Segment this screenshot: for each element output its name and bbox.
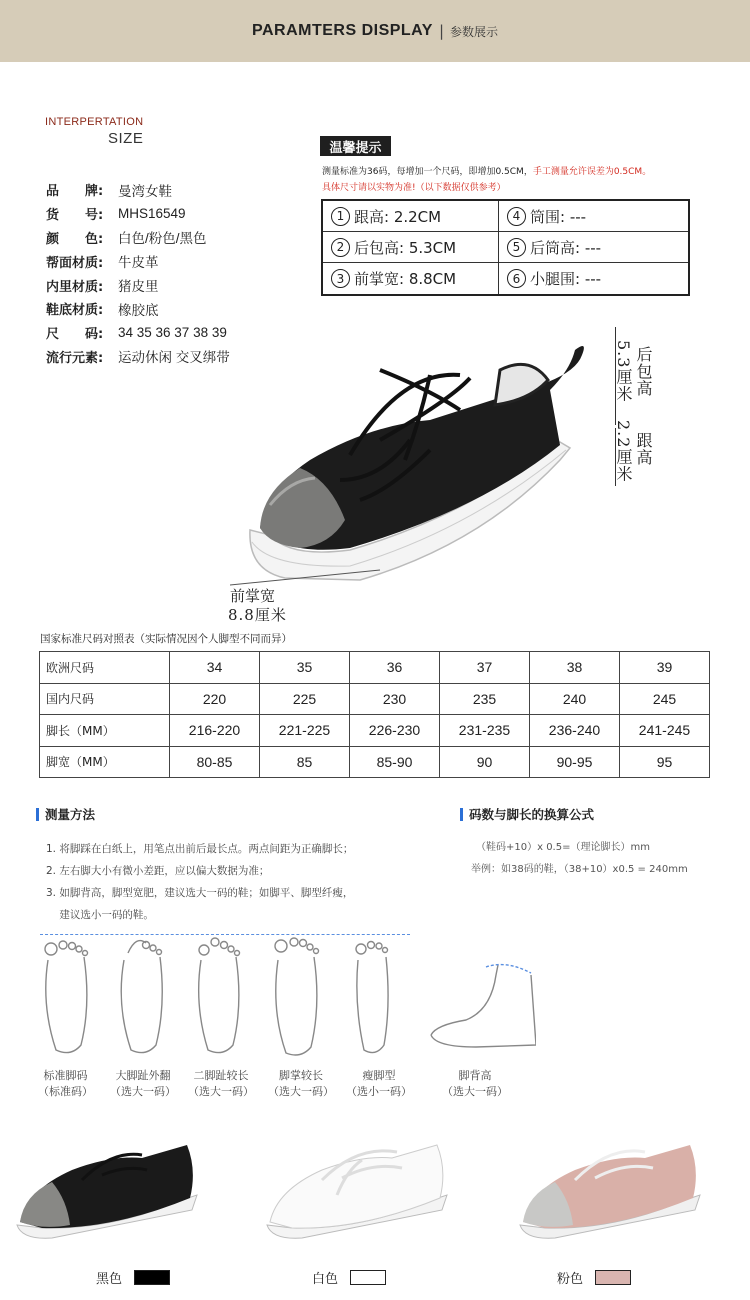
- front-width-label: 前掌宽: [230, 587, 276, 605]
- front-width-value: 8.8厘米: [228, 606, 287, 624]
- spec-value: 曼湾女鞋: [118, 183, 172, 199]
- table-row: [40, 652, 710, 684]
- back-height-value: 5.3厘米: [614, 340, 633, 403]
- table-cell: 235: [440, 683, 530, 715]
- tips-text: 测量标准为36码，每增加一个尺码，即增加0.5CM，: [322, 167, 533, 177]
- circle-number: 3: [331, 269, 350, 288]
- table-row: [40, 715, 710, 747]
- table-row: [40, 683, 710, 715]
- spec-value: 橡胶底: [118, 302, 159, 318]
- foot-advice: （选大一码）: [268, 1085, 334, 1098]
- method-item: 2. 左右脚大小有微小差距，应以偏大数据为准；: [46, 865, 270, 877]
- size-label: SIZE: [108, 130, 144, 147]
- method-item: 建议选小一码的鞋。: [46, 909, 154, 921]
- measurement-label: 筒围: ---: [530, 207, 587, 226]
- table-cell: 226-230: [350, 715, 440, 747]
- foot-advice: （选大一码）: [110, 1085, 176, 1098]
- spec-value: 运动休闲 交叉绑带: [118, 350, 230, 366]
- measurement-cell: [499, 201, 586, 231]
- tips-line-1: [322, 164, 651, 177]
- spec-value: 牛皮革: [118, 255, 159, 271]
- foot-advice: （标准码）: [38, 1085, 93, 1098]
- foot-name: 脚背高: [458, 1069, 492, 1082]
- shoe-white-image: [262, 1140, 462, 1250]
- table-cell: 220: [170, 683, 260, 715]
- spec-key: 颜 色:: [46, 231, 104, 247]
- table-cell: 36: [350, 652, 440, 684]
- foot-name: 标准脚码: [43, 1069, 88, 1082]
- circle-number: 1: [331, 207, 350, 226]
- table-cell: 85: [260, 746, 350, 778]
- back-height-label: 后包高: [634, 346, 653, 397]
- foot-name: 二脚趾较长: [193, 1069, 249, 1082]
- shoe-black-image: [12, 1140, 212, 1250]
- spec-key: 品 牌:: [46, 184, 104, 200]
- measurement-label: 跟高: 2.2CM: [354, 207, 442, 226]
- foot-advice: （选大一码）: [188, 1085, 254, 1098]
- spec-value: 猪皮里: [118, 279, 159, 295]
- measurement-cell: [323, 201, 499, 231]
- spec-key: 尺 码:: [46, 327, 104, 343]
- table-cell: 34: [170, 652, 260, 684]
- foot-name: 瘦脚型: [362, 1069, 396, 1082]
- spec-key: 内里材质:: [46, 279, 104, 295]
- color-swatch: [350, 1270, 386, 1285]
- heel-height-value: 2.2厘米: [614, 420, 633, 483]
- circle-number: 5: [507, 238, 526, 257]
- foot-caption: [442, 1068, 508, 1100]
- spec-row: [46, 273, 306, 297]
- formula-title-text: 码数与脚长的换算公式: [469, 807, 595, 822]
- spec-value: 白色/粉色/黑色: [118, 231, 207, 247]
- foot-caption: [346, 1068, 412, 1100]
- header-separator: |: [438, 22, 444, 40]
- method-item: 3. 如脚背高，脚型宽肥，建议选大一码的鞋；如脚平、脚型纤瘦，: [46, 887, 354, 899]
- table-cell: 95: [620, 746, 710, 778]
- table-cell: 240: [530, 683, 620, 715]
- table-row-header: 国内尺码: [40, 683, 170, 715]
- table-cell: 38: [530, 652, 620, 684]
- size-table: [39, 651, 710, 778]
- table-cell: 90-95: [530, 746, 620, 778]
- method-list: [46, 838, 353, 926]
- measurement-row: [323, 201, 688, 232]
- color-name: 粉色: [557, 1272, 584, 1287]
- header-title-en: PARAMTERS DISPLAY: [251, 22, 433, 39]
- tips-title: 温馨提示: [320, 136, 391, 156]
- table-cell: 245: [620, 683, 710, 715]
- circle-number: 6: [507, 269, 526, 288]
- spec-key: 帮面材质:: [46, 255, 104, 271]
- color-swatch: [595, 1270, 631, 1285]
- size-table-caption: 国家标准尺码对照表（实际情况因个人脚型不同而异）: [40, 633, 292, 645]
- shoe-main-image: [230, 330, 590, 600]
- measurement-box: [321, 199, 690, 296]
- measurement-row: [323, 263, 688, 294]
- measurement-label: 前掌宽: 8.8CM: [354, 270, 457, 288]
- measurement-cell: [499, 263, 601, 294]
- table-cell: 39: [620, 652, 710, 684]
- foot-caption: [110, 1068, 176, 1100]
- measurement-cell: [323, 263, 499, 294]
- foot-advice: （选小一码）: [346, 1085, 412, 1098]
- page-header: [0, 0, 750, 62]
- spec-key: 货 号:: [46, 208, 104, 224]
- foot-caption: [38, 1068, 93, 1100]
- measurement-cell: [499, 232, 601, 262]
- table-row-header: 脚宽（MM）: [40, 746, 170, 778]
- spec-value: 34 35 36 37 38 39: [118, 325, 227, 341]
- foot-caption: [268, 1068, 334, 1100]
- circle-number: 2: [331, 238, 350, 257]
- measurement-label: 后包高: 5.3CM: [354, 238, 457, 257]
- color-name: 白色: [312, 1272, 339, 1287]
- spec-row: [46, 226, 306, 250]
- method-title: [36, 805, 95, 823]
- table-cell: 225: [260, 683, 350, 715]
- table-cell: 236-240: [530, 715, 620, 747]
- spec-row: [46, 297, 306, 321]
- color-name: 黑色: [96, 1272, 123, 1287]
- table-cell: 85-90: [350, 746, 440, 778]
- foot-name: 脚掌较长: [279, 1069, 323, 1082]
- section-marker: [36, 808, 39, 821]
- method-item: 1. 将脚踩在白纸上，用笔点出前后最长点。两点间距为正确脚长；: [46, 843, 354, 855]
- measurement-cell: [323, 232, 499, 262]
- table-cell: 230: [350, 683, 440, 715]
- formula-example: 举例：如38码的鞋，（38+10）x0.5 = 240mm: [471, 864, 688, 875]
- method-title-text: 测量方法: [45, 807, 96, 822]
- circle-number: 4: [507, 207, 526, 226]
- measurement-label: 小腿围: ---: [530, 270, 602, 288]
- tips-line-2: 具体尺寸请以实物为准!（以下数据仅供参考）: [322, 183, 506, 193]
- table-cell: 231-235: [440, 715, 530, 747]
- table-cell: 35: [260, 652, 350, 684]
- heel-height-label: 跟高: [634, 432, 653, 466]
- measurement-row: [323, 232, 688, 263]
- header-title-cn: 参数展示: [450, 24, 499, 39]
- spec-key: 流行元素:: [46, 350, 104, 366]
- formula-line: （鞋码+10）x 0.5=（理论脚长）mm: [476, 842, 650, 853]
- table-cell: 80-85: [170, 746, 260, 778]
- section-marker: [460, 808, 463, 821]
- table-row: [40, 746, 710, 778]
- table-cell: 241-245: [620, 715, 710, 747]
- color-option-black: [96, 1268, 170, 1287]
- spec-row: [46, 178, 306, 202]
- color-swatch: [134, 1270, 170, 1285]
- table-row-header: 欧洲尺码: [40, 652, 170, 684]
- color-option-white: [312, 1268, 386, 1287]
- table-row-header: 脚长（MM）: [40, 715, 170, 747]
- foot-advice: （选大一码）: [442, 1085, 508, 1098]
- tips-warning: 手工测量允许误差为0.5CM。: [532, 167, 652, 177]
- foot-caption: [188, 1068, 254, 1100]
- feet-illustrations: [36, 935, 536, 1060]
- spec-key: 鞋底材质:: [46, 303, 104, 319]
- measurement-label: 后筒高: ---: [530, 238, 602, 257]
- table-cell: 221-225: [260, 715, 350, 747]
- spec-value: MHS16549: [118, 206, 186, 222]
- table-cell: 37: [440, 652, 530, 684]
- shoe-pink-image: [515, 1140, 715, 1250]
- foot-name: 大脚趾外翻: [115, 1069, 171, 1082]
- spec-row: [46, 202, 306, 226]
- table-cell: 216-220: [170, 715, 260, 747]
- interpretation-label: INTERPERTATION: [45, 116, 144, 128]
- formula-title: [460, 805, 594, 823]
- color-option-pink: [557, 1268, 631, 1287]
- spec-row: [46, 249, 306, 273]
- table-cell: 90: [440, 746, 530, 778]
